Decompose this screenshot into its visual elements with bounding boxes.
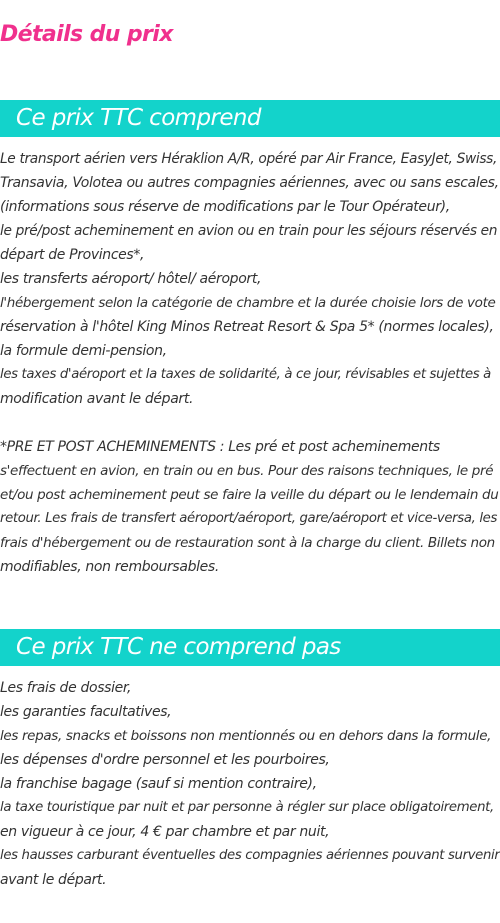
included-line: l'hébergement selon la catégorie de chambre et la durée choisie lors de vote xyxy=(0,295,496,311)
note-line: retour. Les frais de transfert aéroport/aéroport, gare/aéroport et vice-versa, les xyxy=(0,511,498,526)
included-list xyxy=(0,147,500,411)
included-line: les transferts aéroport/ hôtel/ aéroport, xyxy=(0,271,262,287)
excluded-line: les garanties facultatives, xyxy=(0,704,172,720)
excluded-line: les hausses carburant éventuelles des compagnies aériennes pouvant survenir xyxy=(0,848,500,863)
note-line: modifiables, non remboursables. xyxy=(0,559,219,575)
note-line: et/ou post acheminement peut se faire la veille du départ ou le lendemain du xyxy=(0,487,499,503)
included-line: (informations sous réserve de modifications par le Tour Opérateur), xyxy=(0,199,450,215)
page-title: Détails du prix xyxy=(0,22,173,47)
note-line: frais d'hébergement ou de restauration sont à la charge du client. Billets non xyxy=(0,535,495,551)
excluded-line: les repas, snacks et boissons non mentionnés ou en dehors dans la formule, xyxy=(0,728,492,744)
note-line: s'effectuent en avion, en train ou en bus. Pour des raisons techniques, le pré xyxy=(0,463,494,479)
excluded-line: la franchise bagage (sauf si mention contraire), xyxy=(0,776,317,792)
excluded-line: les dépenses d'ordre personnel et les pourboires, xyxy=(0,752,330,768)
included-line: réservation à l'hôtel King Minos Retreat Resort & Spa 5* (normes locales), xyxy=(0,319,494,335)
excluded-line: la taxe touristique par nuit et par personne à régler sur place obligatoirement, xyxy=(0,800,494,815)
excluded-line: Les frais de dossier, xyxy=(0,680,132,696)
excluded-list xyxy=(0,676,500,892)
excluded-line: en vigueur à ce jour, 4 € par chambre et par nuit, xyxy=(0,824,330,840)
included-section-header: Ce prix TTC comprend xyxy=(0,100,500,137)
acheminement-note xyxy=(0,435,500,579)
included-line: la formule demi-pension, xyxy=(0,343,167,359)
included-line: Le transport aérien vers Héraklion A/R, opéré par Air France, EasyJet, Swiss, xyxy=(0,151,497,167)
note-line: *PRE ET POST ACHEMINEMENTS : Les pré et post acheminements xyxy=(0,439,440,455)
included-line: le pré/post acheminement en avion ou en train pour les séjours réservés en xyxy=(0,223,498,239)
excluded-line: avant le départ. xyxy=(0,872,107,888)
included-line: modification avant le départ. xyxy=(0,391,194,407)
included-line: les taxes d'aéroport et la taxes de solidarité, à ce jour, révisables et sujettes à xyxy=(0,367,491,382)
included-line: Transavia, Volotea ou autres compagnies aériennes, avec ou sans escales, xyxy=(0,175,499,191)
excluded-section-header: Ce prix TTC ne comprend pas xyxy=(0,629,500,666)
included-line: départ de Provinces*, xyxy=(0,247,145,263)
